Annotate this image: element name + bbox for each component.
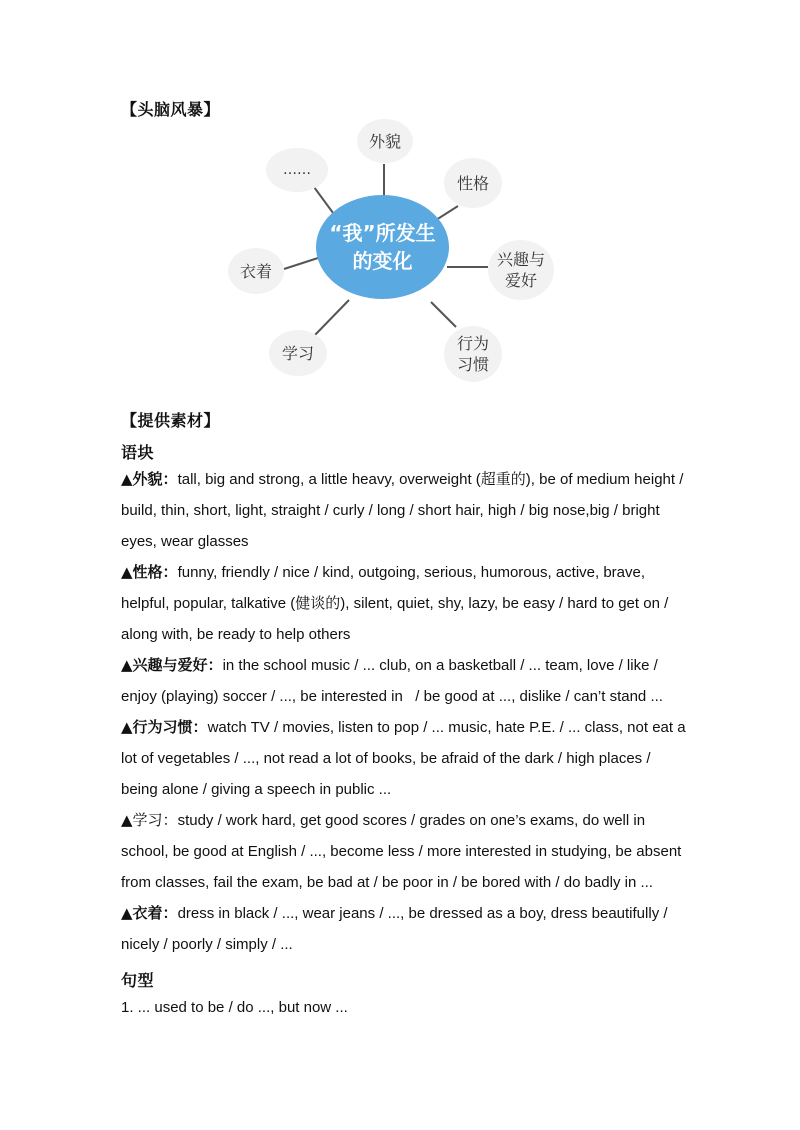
triangle-marker-icon: ▲ — [121, 563, 133, 581]
section-study — [121, 805, 691, 898]
center-label-line2: 的变化 — [352, 249, 413, 273]
node-habits — [444, 326, 502, 382]
node-hobbies — [488, 240, 554, 300]
section-text: study / work hard, get good scores / grades on one’s exams, do well in school, be good at English / ..., become less / more interested in studying, be absent from classes, fail the exam, be bad at / be poor in / be bored with / do badly in ... — [121, 812, 682, 891]
section-text: dress in black / ..., wear jeans / ..., be dressed as a boy, dress beautifully / nicely / poorly / simply / ... — [121, 905, 668, 953]
connector-habits — [431, 302, 456, 327]
triangle-marker-icon: ▲ — [121, 470, 133, 488]
triangle-marker-icon: ▲ — [121, 718, 133, 736]
section-hobbies — [121, 650, 691, 712]
node-appearance-label: 外貌 — [368, 131, 401, 151]
node-personality — [444, 158, 502, 208]
mind-map — [226, 118, 566, 388]
node-habits-label-2: 习惯 — [456, 355, 489, 374]
section-label: 衣着： — [132, 904, 178, 922]
section-text: tall, big and strong, a little heavy, overweight ( — [177, 471, 481, 488]
node-hobbies-label-2: 爱好 — [504, 271, 537, 290]
node-clothing-label: 衣着 — [239, 261, 272, 281]
section-label: 行为习惯： — [132, 718, 208, 736]
triangle-marker-icon: ▲ — [121, 811, 133, 829]
section-text-cont: ), be of medium height / build, thin, short, light, straight / curly / long / short hair, high / big nose,big / bright eyes, wear glasses — [121, 471, 684, 550]
sentences-heading: 句型 — [121, 971, 155, 990]
node-clothing — [228, 248, 284, 294]
section-text: watch TV / movies, listen to pop / ... music, hate P.E. / ... class, not eat a lot of vegetables / ..., not read a lot of books, be afraid of the dark / high places / being alone / giving a speech in public ... — [121, 719, 686, 798]
node-habits-label-1: 行为 — [456, 334, 489, 353]
phrase-list — [121, 464, 691, 960]
connector-clothing — [284, 258, 318, 269]
node-personality-label: 性格 — [456, 173, 489, 193]
connector-study — [314, 300, 349, 336]
connector-personality — [436, 206, 458, 220]
section-text: in the school music / ... club, on a basketball / ... team, love / like / enjoy (playing) soccer / ..., be interested in / be good at ..., dislike / can’t stand ... — [121, 657, 663, 705]
node-more — [266, 148, 328, 192]
mind-map-center — [316, 195, 449, 299]
section-cn-gloss: 超重的 — [480, 470, 526, 488]
section-text: funny, friendly / nice / kind, outgoing, serious, humorous, active, brave, helpful, popular, talkative ( — [121, 564, 646, 612]
section-label: 学习： — [132, 811, 178, 829]
sentence-pattern-list — [121, 992, 691, 1023]
triangle-marker-icon: ▲ — [121, 656, 133, 674]
section-clothing — [121, 898, 691, 960]
phrases-heading: 语块 — [121, 443, 155, 462]
sentence-pattern-item: 1. ... used to be / do ..., but now ... — [121, 999, 348, 1016]
node-study-label: 学习 — [281, 343, 314, 363]
section-text-cont: ), silent, quiet, shy, lazy, be easy / hard to get on / along with, be ready to help others — [121, 595, 669, 643]
brainstorm-heading: 【头脑风暴】 — [121, 100, 221, 119]
node-hobbies-label-1: 兴趣与 — [496, 250, 545, 269]
section-cn-gloss: 健谈的 — [295, 594, 341, 612]
node-more-label: …… — [283, 161, 311, 178]
section-label: 兴趣与爱好： — [132, 656, 223, 674]
section-habits — [121, 712, 691, 805]
section-label: 性格： — [132, 563, 178, 581]
center-label-line1: “我”所发生 — [329, 221, 436, 245]
section-label: 外貌： — [132, 470, 178, 488]
triangle-marker-icon: ▲ — [121, 904, 133, 922]
materials-heading: 【提供素材】 — [121, 411, 221, 430]
section-personality — [121, 557, 691, 650]
section-appearance — [121, 464, 691, 557]
node-study — [269, 330, 327, 376]
node-appearance — [357, 119, 413, 163]
